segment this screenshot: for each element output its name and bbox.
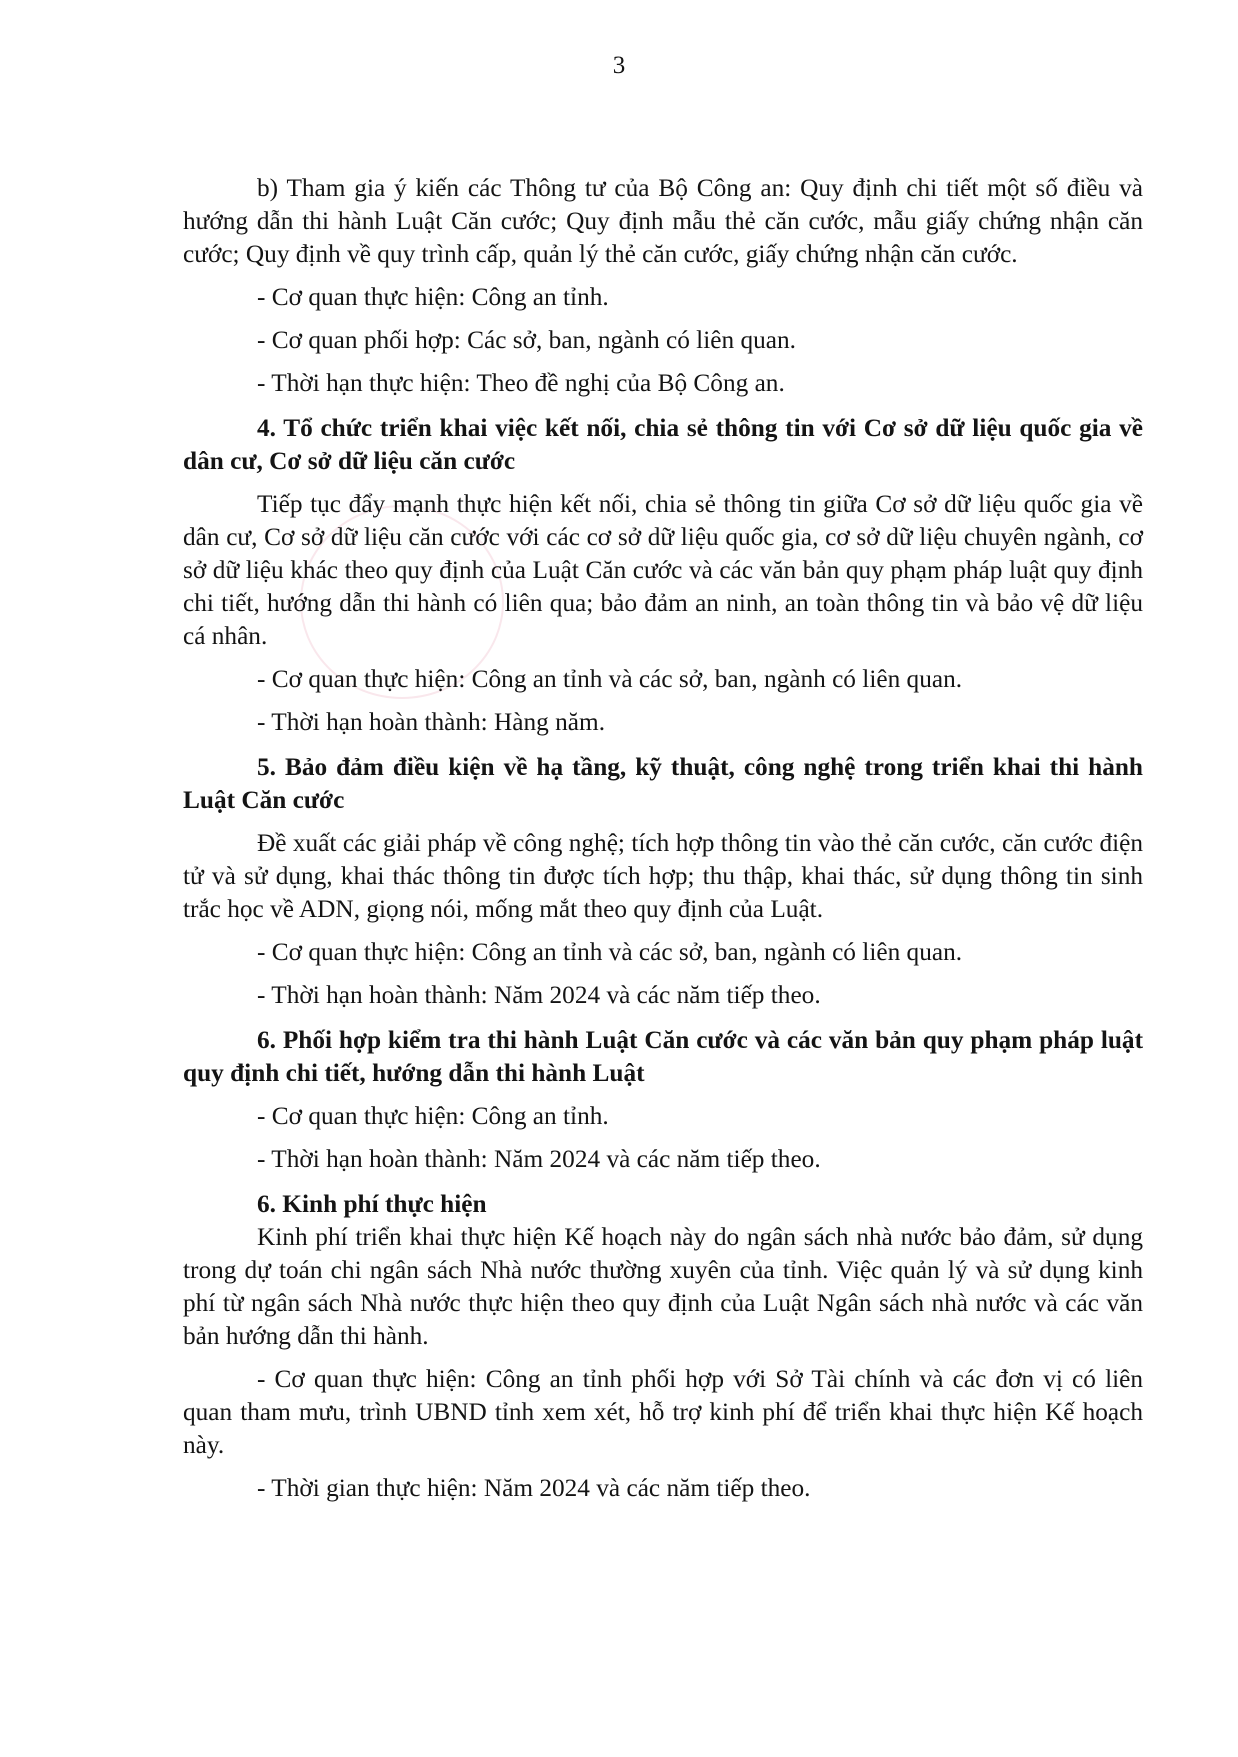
paragraph-section-5: Đề xuất các giải pháp về công nghệ; tích hợp thông tin vào thẻ căn cước, căn cước điện tử và sử dụng, khai thác thông tin được tích hợp; thu thập, khai thác, sử dụng thông tin sinh trắc học về ADN, giọng nói, mống mắt theo quy định của Luật. — [183, 829, 1143, 923]
paragraph-kinh-phi: Kinh phí triển khai thực hiện Kế hoạch này do ngân sách nhà nước bảo đảm, sử dụng trong dự toán chi ngân sách Nhà nước thường xuyên của tỉnh. Việc quản lý và sử dụng kinh phí từ ngân sách Nhà nước thực hiện theo quy định của Luật Ngân sách nhà nước và các văn bản hướng dẫn thi hành. — [183, 1223, 1143, 1350]
item-co-quan-thuc-hien: - Cơ quan thực hiện: Công an tỉnh và các sở, ban, ngành có liên quan. — [257, 938, 963, 966]
item-co-quan-thuc-hien: - Cơ quan thực hiện: Công an tỉnh và các sở, ban, ngành có liên quan. — [257, 665, 963, 693]
page-number: 3 — [612, 52, 626, 79]
item-co-quan-thuc-hien-kinh-phi: - Cơ quan thực hiện: Công an tỉnh phối hợp với Sở Tài chính và các đơn vị có liên quan tham mưu, trình UBND tỉnh xem xét, hỗ trợ kinh phí để triển khai thực hiện Kế hoạch này. — [183, 1365, 1143, 1459]
heading-section-4: 4. Tổ chức triển khai việc kết nối, chia sẻ thông tin với Cơ sở dữ liệu quốc gia về dân cư, Cơ sở dữ liệu căn cước — [183, 414, 1143, 475]
paragraph-section-4: Tiếp tục đẩy mạnh thực hiện kết nối, chia sẻ thông tin giữa Cơ sở dữ liệu quốc gia về dân cư, Cơ sở dữ liệu căn cước với các cơ sở dữ liệu quốc gia, cơ sở dữ liệu chuyên ngành, cơ sở dữ liệu khác theo quy định của Luật Căn cước và các văn bản quy phạm pháp luật quy định chi tiết, hướng dẫn thi hành có liên qua; bảo đảm an ninh, an toàn thông tin và bảo vệ dữ liệu cá nhân. — [183, 490, 1143, 650]
heading-section-6-kinh-phi: 6. Kinh phí thực hiện — [257, 1190, 487, 1218]
item-thoi-han-hoan-thanh: - Thời hạn hoàn thành: Năm 2024 và các năm tiếp theo. — [257, 981, 821, 1009]
item-thoi-han-thuc-hien: - Thời hạn thực hiện: Theo đề nghị của Bộ Công an. — [257, 369, 785, 397]
item-co-quan-thuc-hien: - Cơ quan thực hiện: Công an tỉnh. — [257, 283, 609, 311]
item-co-quan-phoi-hop: - Cơ quan phối hợp: Các sở, ban, ngành có liên quan. — [257, 326, 796, 354]
paragraph-b-thong-tu: b) Tham gia ý kiến các Thông tư của Bộ Công an: Quy định chi tiết một số điều và hướng dẫn thi hành Luật Căn cước; Quy định mẫu thẻ căn cước, mẫu giấy chứng nhận căn cước; Quy định về quy trình cấp, quản lý thẻ căn cước, giấy chứng nhận căn cước. — [183, 174, 1143, 268]
heading-section-5: 5. Bảo đảm điều kiện về hạ tầng, kỹ thuật, công nghệ trong triển khai thi hành Luật Căn cước — [183, 753, 1143, 814]
item-thoi-han-hoan-thanh: - Thời hạn hoàn thành: Hàng năm. — [257, 708, 606, 736]
item-co-quan-thuc-hien: - Cơ quan thực hiện: Công an tỉnh. — [257, 1102, 609, 1130]
item-thoi-han-hoan-thanh: - Thời hạn hoàn thành: Năm 2024 và các năm tiếp theo. — [257, 1145, 821, 1173]
item-thoi-gian-thuc-hien: - Thời gian thực hiện: Năm 2024 và các năm tiếp theo. — [257, 1474, 811, 1502]
heading-section-6-kiem-tra: 6. Phối hợp kiểm tra thi hành Luật Căn cước và các văn bản quy phạm pháp luật quy định chi tiết, hướng dẫn thi hành Luật — [183, 1026, 1143, 1087]
document-body — [183, 172, 1143, 1505]
